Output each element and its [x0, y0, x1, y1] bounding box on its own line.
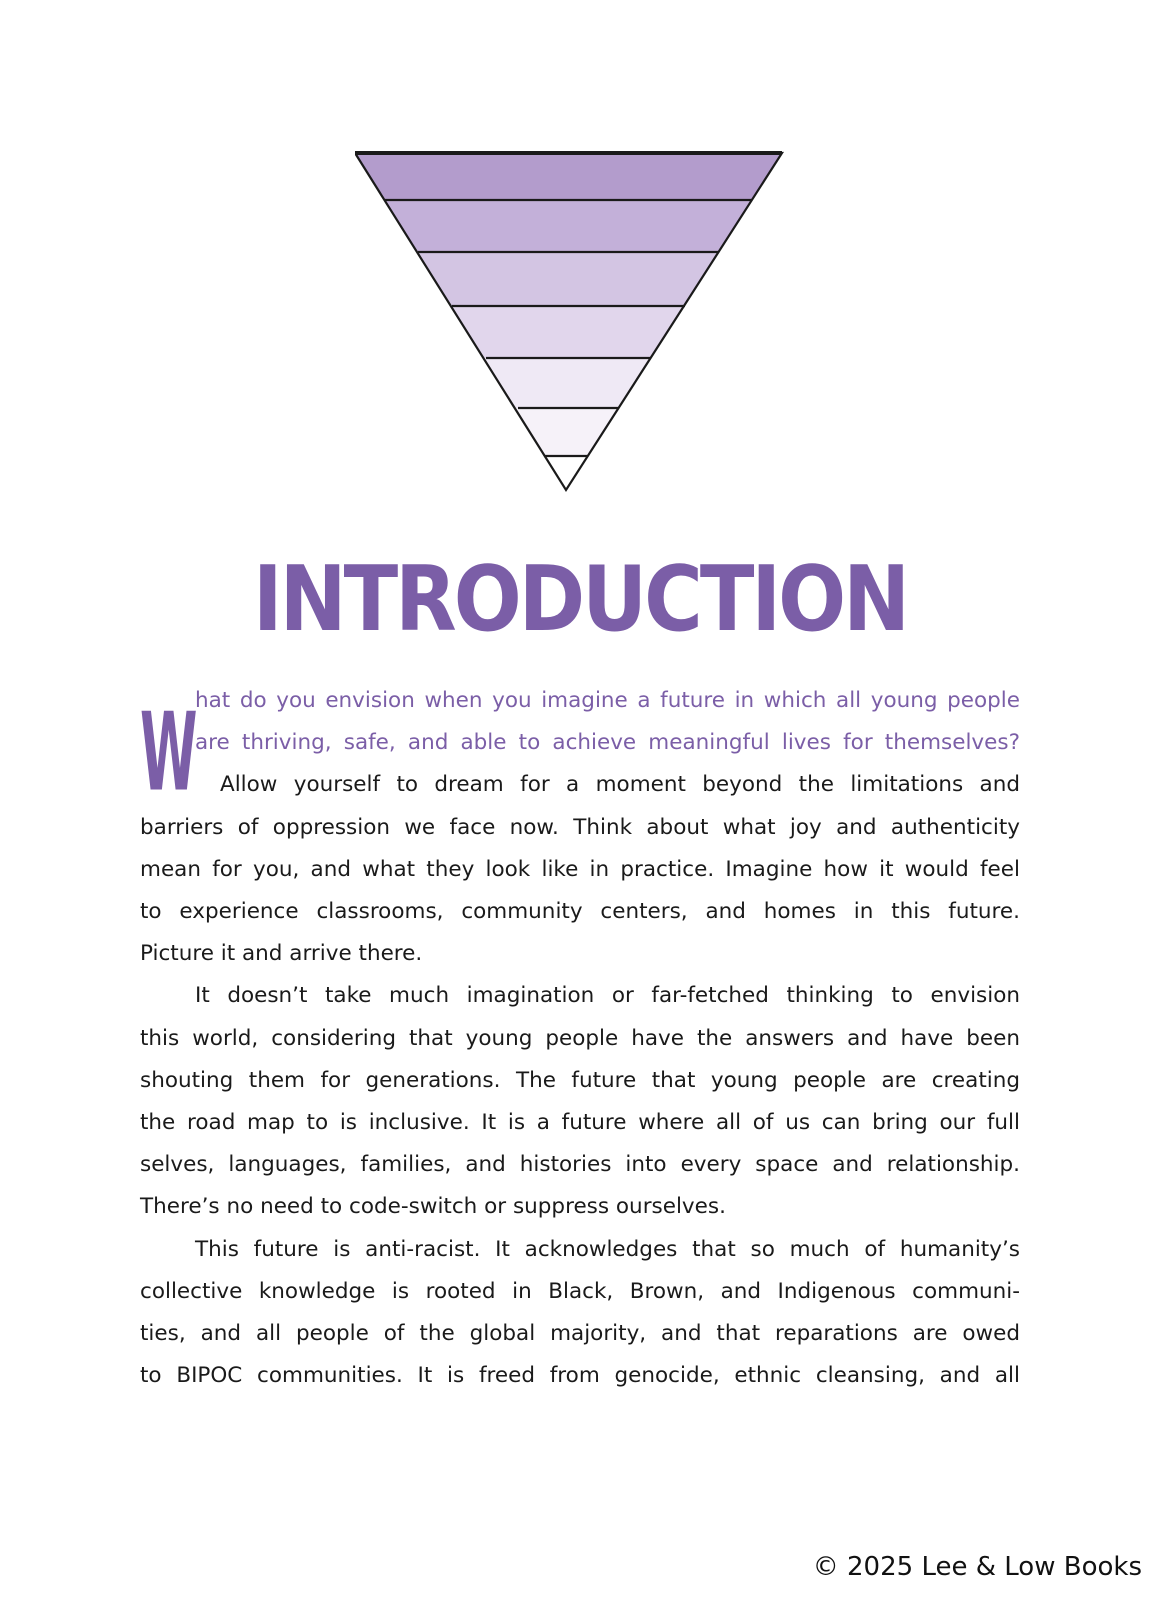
- paragraph-1-line-4: to experience classrooms, community centers, and homes in this future.: [140, 899, 1020, 925]
- page-title: INTRODUCTION: [252, 547, 908, 652]
- paragraph-1-line-1: Allow yourself to dream for a moment beyond the limitations and: [220, 772, 1020, 798]
- paragraph-3-line-3: ties, and all people of the global majority, and that reparations are owed: [140, 1321, 1020, 1347]
- pyramid-band-7: [355, 456, 805, 496]
- pyramid-band-5: [355, 358, 805, 408]
- paragraph-1-line-2: barriers of oppression we face now. Think about what joy and authenticity: [140, 814, 1020, 840]
- pyramid-svg: [355, 150, 805, 510]
- paragraph-2-line-1: It doesn’t take much imagination or far-fetched thinking to envision: [195, 983, 1020, 1009]
- paragraph-2-line-3: shouting them for generations. The future that young people are creating: [140, 1067, 1020, 1093]
- paragraph-2-line-2: this world, considering that young people have the answers and have been: [140, 1025, 1020, 1051]
- paragraph-2-line-4: the road map to is inclusive. It is a future where all of us can bring our full: [140, 1110, 1020, 1136]
- lead-paragraph: [140, 680, 1020, 764]
- paragraph-1: [140, 764, 1020, 975]
- lead-line-2: are thriving, safe, and able to achieve meaningful lives for themselves?: [195, 730, 1020, 756]
- body-text: [140, 680, 1020, 1397]
- paragraph-1-line-3: mean for you, and what they look like in practice. Imagine how it would feel: [140, 856, 1020, 882]
- lead-line-1: hat do you envision when you imagine a future in which all young people: [195, 688, 1020, 713]
- pyramid-band-2: [355, 200, 805, 252]
- inverted-pyramid-graphic: [355, 150, 805, 510]
- paragraph-3-line-2: collective knowledge is rooted in Black, Brown, and Indigenous communi-: [140, 1278, 1020, 1304]
- paragraph-2-line-6: There’s no need to code-switch or suppress ourselves.: [140, 1194, 726, 1220]
- paragraph-1-line-5: Picture it and arrive there.: [140, 941, 423, 967]
- pyramid-band-4: [355, 306, 805, 358]
- paragraph-2-line-5: selves, languages, families, and histories into every space and relationship.: [140, 1152, 1020, 1178]
- paragraph-3: [140, 1229, 1020, 1398]
- paragraph-3-line-1: This future is anti-racist. It acknowledges that so much of humanity’s: [195, 1236, 1020, 1262]
- paragraph-2: [140, 975, 1020, 1228]
- drop-cap: W: [140, 689, 198, 815]
- pyramid-band-6: [355, 408, 805, 456]
- pyramid-band-1: [355, 150, 805, 200]
- copyright-footer: © 2025 Lee & Low Books: [812, 1552, 1142, 1582]
- paragraph-3-line-4: to BIPOC communities. It is freed from genocide, ethnic cleansing, and all: [140, 1363, 1020, 1389]
